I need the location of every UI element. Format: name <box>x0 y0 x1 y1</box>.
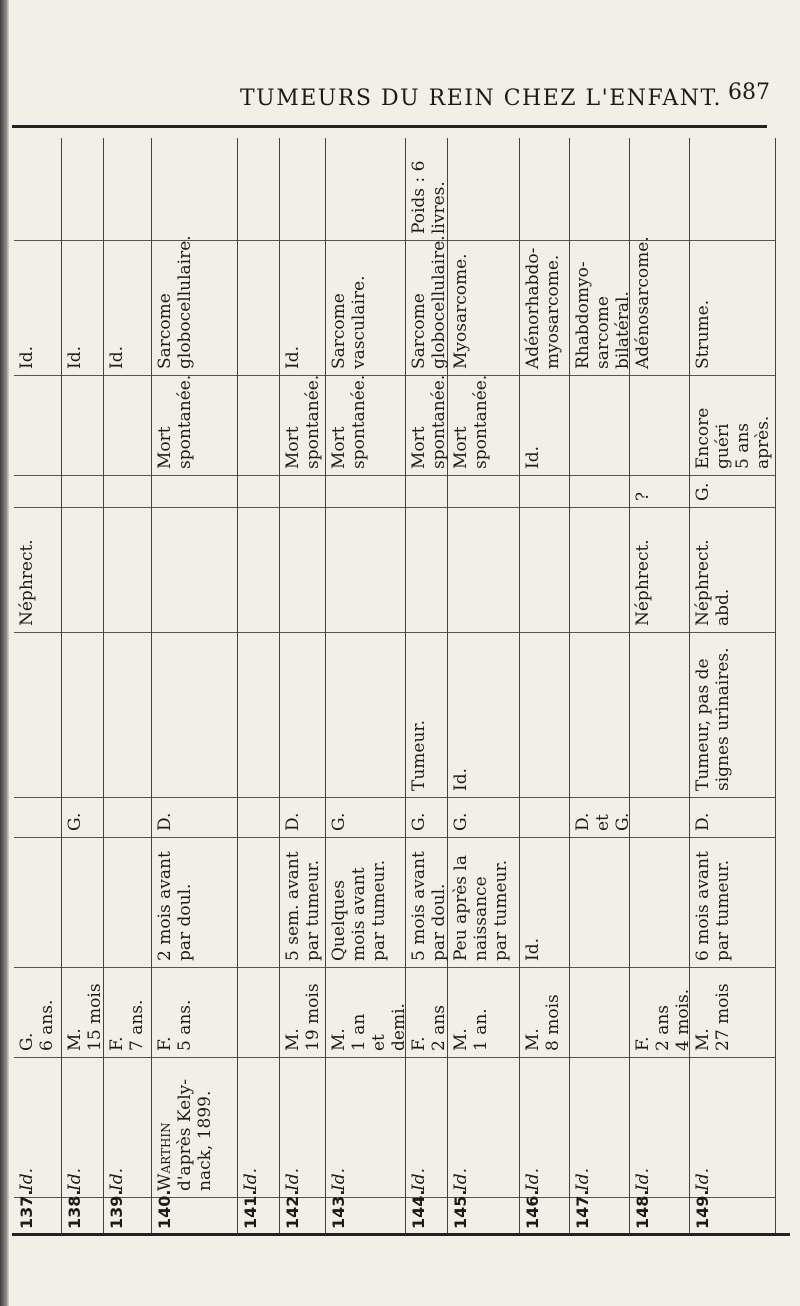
cell-onset: 6 mois avant par tumeur. <box>690 837 775 967</box>
cell-remarks <box>104 138 151 240</box>
cell-operation <box>448 507 519 632</box>
cell-remarks <box>62 138 103 240</box>
cell-operation <box>326 507 405 632</box>
cell-diagnosis: Sarcome globocellulaire. <box>152 240 237 375</box>
cell-operation <box>152 507 237 632</box>
table-row <box>62 138 104 1235</box>
cell-onset: 5 mois avant par doul. <box>406 837 447 967</box>
cell-diagnosis: Strume. <box>690 240 775 375</box>
cell-side <box>104 797 151 837</box>
cell-operation: Néphrect. <box>14 507 61 632</box>
cell-sex-age: M. 8 mois <box>520 967 569 1057</box>
cell-outcome: Mort spontanée. <box>326 375 405 475</box>
cell-diagnosis: Rhabdomyo- sarcome bilatéral. <box>570 240 629 375</box>
cell-onset: 2 mois avant par doul. <box>152 837 237 967</box>
cell-diagnosis: Adénorhabdo- myosarcome. <box>520 240 569 375</box>
cell-sex-age: M. 15 mois <box>62 967 103 1057</box>
cell-symptom <box>570 632 629 797</box>
cell-outcome: Encore guéri 5 ans après. <box>690 375 775 475</box>
cell-remarks <box>448 138 519 240</box>
case-table <box>14 138 773 1235</box>
cell-symptom: Tumeur. <box>406 632 447 797</box>
cell-sex-age <box>238 967 279 1057</box>
cell-side: G. <box>326 797 405 837</box>
cell-side <box>238 797 279 837</box>
table-row <box>152 138 238 1235</box>
cell-symptom: Tumeur, pas de signes urinaires. <box>690 632 775 797</box>
cell-num: 147. <box>570 1197 629 1235</box>
cell-outcome: Mort spontanée. <box>280 375 325 475</box>
cell-source: Id. <box>406 1057 447 1197</box>
cell-remarks <box>570 138 629 240</box>
cell-diagnosis: Id. <box>280 240 325 375</box>
cell-symptom: Id. <box>448 632 519 797</box>
cell-remarks: Poids : 6 livres. <box>409 160 449 234</box>
cell-sex-age: M. 27 mois <box>690 967 775 1057</box>
cell-op-side <box>406 475 447 507</box>
cell-num: 146. <box>520 1197 569 1235</box>
cell-diagnosis: Adénosarcome. <box>630 240 689 375</box>
running-title: TUMEURS DU REIN CHEZ L'ENFANT. <box>240 86 722 111</box>
cell-outcome: Mort spontanée. <box>152 375 237 475</box>
cell-side <box>630 797 689 837</box>
cell-operation <box>570 507 629 632</box>
cell-remarks <box>14 138 61 240</box>
cell-source: Id. <box>62 1057 103 1197</box>
cell-num: 149. <box>690 1197 775 1235</box>
cell-num: 137. <box>14 1197 61 1235</box>
cell-remarks <box>690 138 775 240</box>
table-row <box>630 138 693 1235</box>
cell-source: Id. <box>238 1057 279 1197</box>
cell-outcome: Mort spontanée. <box>448 375 519 475</box>
cell-onset <box>630 837 689 967</box>
cell-op-side <box>570 475 629 507</box>
cell-remarks <box>520 138 569 240</box>
cell-source: Id. <box>690 1057 775 1197</box>
cell-num: 144. <box>406 1197 447 1235</box>
cell-onset: Quelques mois avant par tumeur. <box>326 837 405 967</box>
cell-side <box>520 797 569 837</box>
cell-diagnosis: Sarcome vasculaire. <box>326 240 405 375</box>
cell-source: Warthin d'après Kely- nack, 1899. <box>152 1057 237 1197</box>
cell-op-side <box>62 475 103 507</box>
table-row <box>690 138 776 1235</box>
cell-side: D. <box>280 797 325 837</box>
cell-sex-age: G. 6 ans. <box>14 967 61 1057</box>
cell-num: 140. <box>152 1197 237 1235</box>
cell-source: Id. <box>280 1057 325 1197</box>
cell-diagnosis: Sarcome globocellulaire. <box>406 240 447 375</box>
cell-op-side <box>14 475 61 507</box>
cell-op-side <box>280 475 325 507</box>
table-row <box>280 138 326 1235</box>
cell-sex-age: F. 7 ans. <box>104 967 151 1057</box>
cell-outcome <box>238 375 279 475</box>
cell-op-side: G. <box>690 475 775 507</box>
cell-symptom <box>326 632 405 797</box>
cell-remarks <box>238 138 279 240</box>
cell-operation <box>406 507 447 632</box>
cell-side: D. et G. <box>570 797 629 837</box>
cell-op-side <box>104 475 151 507</box>
cell-op-side: ? <box>630 475 689 507</box>
cell-operation: Néphrect. abd. <box>690 507 775 632</box>
top-rule <box>12 125 767 128</box>
cell-diagnosis: Myosarcome. <box>448 240 519 375</box>
cell-symptom <box>520 632 569 797</box>
cell-op-side <box>448 475 519 507</box>
table-row <box>448 138 520 1235</box>
cell-onset <box>104 837 151 967</box>
cell-onset: 5 sem. avant par tumeur. <box>280 837 325 967</box>
cell-operation <box>62 507 103 632</box>
table-row <box>570 138 633 1235</box>
cell-num: 138. <box>62 1197 103 1235</box>
cell-outcome <box>104 375 151 475</box>
cell-op-side <box>238 475 279 507</box>
cell-onset <box>14 837 61 967</box>
table-row <box>326 138 409 1235</box>
cell-operation <box>104 507 151 632</box>
cell-sex-age: M. 1 an. <box>448 967 519 1057</box>
cell-symptom <box>62 632 103 797</box>
cell-num: 139. <box>104 1197 151 1235</box>
cell-symptom <box>238 632 279 797</box>
cell-side: D. <box>152 797 237 837</box>
cell-onset <box>62 837 103 967</box>
cell-outcome <box>62 375 103 475</box>
cell-operation <box>520 507 569 632</box>
cell-onset: Peu après la naissance par tumeur. <box>448 837 519 967</box>
cell-op-side <box>152 475 237 507</box>
cell-sex-age <box>570 967 629 1057</box>
cell-symptom <box>630 632 689 797</box>
cell-sex-age: F. 2 ans <box>406 967 447 1057</box>
cell-source: Id. <box>570 1057 629 1197</box>
cell-side: G. <box>448 797 519 837</box>
cell-outcome <box>570 375 629 475</box>
cell-sex-age: M. 19 mois <box>280 967 325 1057</box>
cell-onset <box>570 837 629 967</box>
cell-remarks <box>630 138 689 240</box>
cell-source: Id. <box>104 1057 151 1197</box>
cell-num: 148. <box>630 1197 689 1235</box>
cell-remarks <box>280 138 325 240</box>
cell-onset <box>238 837 279 967</box>
table-row <box>104 138 152 1235</box>
cell-diagnosis: Id. <box>14 240 61 375</box>
cell-side: G. <box>406 797 447 837</box>
cell-operation <box>238 507 279 632</box>
rotated-table-wrapper <box>14 138 773 1235</box>
cell-outcome: Mort spontanée. <box>406 375 447 475</box>
cell-symptom <box>14 632 61 797</box>
cell-source: Id. <box>448 1057 519 1197</box>
cell-diagnosis: Id. <box>62 240 103 375</box>
cell-side: D. <box>690 797 775 837</box>
cell-source: Id. <box>14 1057 61 1197</box>
cell-sex-age: M. 1 an et demi. <box>326 967 405 1057</box>
cell-outcome <box>14 375 61 475</box>
cell-symptom <box>152 632 237 797</box>
cell-num: 143. <box>326 1197 405 1235</box>
table-row <box>14 138 62 1235</box>
cell-onset: Id. <box>520 837 569 967</box>
cell-sex-age: F. 2 ans 4 mois. <box>630 967 689 1057</box>
cell-source: Id. <box>630 1057 689 1197</box>
cell-symptom <box>104 632 151 797</box>
cell-diagnosis: Id. <box>104 240 151 375</box>
cell-symptom <box>280 632 325 797</box>
cell-source: Id. <box>326 1057 405 1197</box>
cell-side <box>14 797 61 837</box>
page-header <box>0 80 800 120</box>
book-spine-shadow <box>0 0 9 1306</box>
cell-operation: Néphrect. <box>630 507 689 632</box>
cell-remarks <box>326 138 405 240</box>
cell-outcome <box>630 375 689 475</box>
cell-op-side <box>326 475 405 507</box>
cell-operation <box>280 507 325 632</box>
table-row <box>238 138 280 1235</box>
cell-num: 141. <box>238 1197 279 1235</box>
cell-diagnosis <box>238 240 279 375</box>
cell-source: Id. <box>520 1057 569 1197</box>
cell-outcome: Id. <box>520 375 569 475</box>
cell-sex-age: F. 5 ans. <box>152 967 237 1057</box>
cell-num: 142. <box>280 1197 325 1235</box>
cell-num: 145. <box>448 1197 519 1235</box>
table-row <box>520 138 570 1235</box>
cell-op-side <box>520 475 569 507</box>
bottom-rule <box>12 1233 790 1236</box>
table-row <box>406 138 448 1235</box>
cell-side: G. <box>62 797 103 837</box>
cell-remarks <box>152 138 237 240</box>
page-number: 687 <box>728 80 770 105</box>
